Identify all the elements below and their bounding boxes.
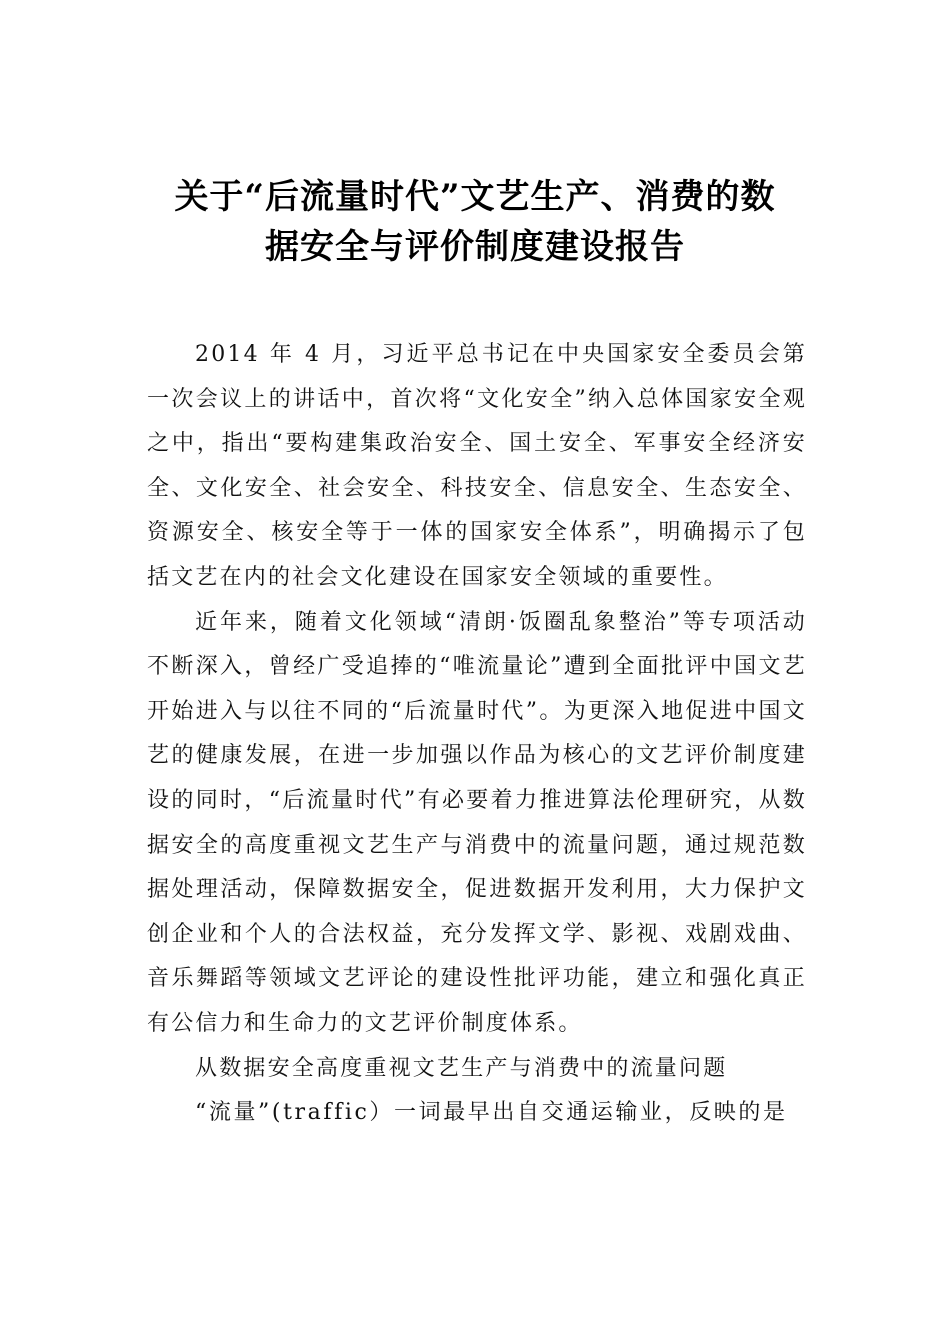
paragraph-2: 近年来，随着文化领域“清朗·饭圈乱象整治”等专项活动不断深入，曾经广受追捧的“唯流量论”遭到全面批评中国文艺开始进入与以往不同的“后流量时代”。为更深入地促进中国文艺的健康发展，在进一步加强以作品为核心的文艺评价制度建设的同时，“后流量时代”有必要着力推进算法伦理研究，从数据安全的高度重视文艺生产与消费中的流量问题，通过规范数据处理活动，保障数据安全，促进数据开发利用，大力保护文创企业和个人的合法权益，充分发挥文学、影视、戏剧戏曲、音乐舞蹈等领域文艺评论的建设性批评功能，建立和强化真正有公信力和生命力的文艺评价制度体系。: [147, 609, 807, 1036]
section-heading: 从数据安全高度重视文艺生产与消费中的流量问题: [195, 1055, 728, 1081]
paragraph-3: “流量”(traffic）一词最早出自交通运输业，反映的是: [195, 1100, 788, 1126]
document-title: [140, 172, 810, 272]
title-line-2: 据安全与评价制度建设报告: [265, 227, 685, 267]
paragraph-1: 2014 年 4 月，习近平总书记在中央国家安全委员会第一次会议上的讲话中，首次将“文化安全”纳入总体国家安全观之中，指出“要构建集政治安全、国土安全、军事安全经济安全、文化安全、社会安全、科技安全、信息安全、生态安全、资源安全、核安全等于一体的国家安全体系”，明确揭示了包括文艺在内的社会文化建设在国家安全领域的重要性。: [147, 342, 807, 590]
title-line-1: 关于“后流量时代”文艺生产、消费的数: [174, 177, 776, 217]
document-body: [147, 333, 807, 1136]
